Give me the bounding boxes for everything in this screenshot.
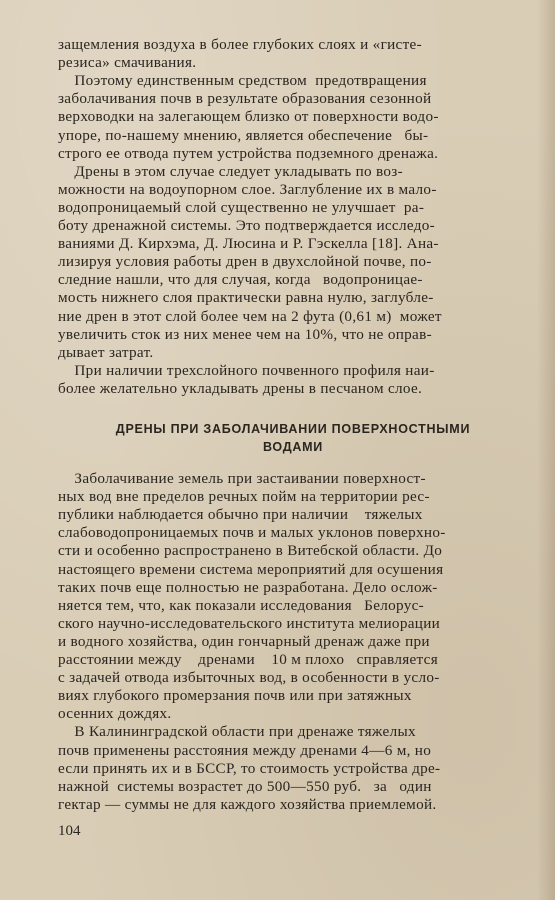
text-line: расстоянии между дренами 10 м плохо справляется <box>58 651 438 668</box>
text-line: В Калининградской области при дренаже тяжелых <box>58 723 416 741</box>
text-line: дывает затрат. <box>58 343 154 361</box>
text-line: таких почв еще полностью не разработана. Дело ослож- <box>58 578 438 596</box>
text-line: ние дрен в этот слой более чем на 2 фута (0,61 м) может <box>58 307 442 325</box>
text-line: водопроницаемый слой существенно не улучшает ра- <box>58 198 425 216</box>
heading-line: ДРЕНЫ ПРИ ЗАБОЛАЧИВАНИИ ПОВЕРХНОСТНЫМИ <box>115 422 471 436</box>
text-line: слабоводопроницаемых почв и малых уклонов поверхно- <box>58 524 446 542</box>
page-edge-shadow <box>537 0 555 900</box>
text-line: мость нижнего слоя практически равна нулю, заглубле- <box>58 289 434 307</box>
heading-line: ВОДАМИ <box>262 440 324 455</box>
text-line: лизируя условия работы дрен в двухслойной почве, по- <box>58 253 432 271</box>
text-line: гектар — суммы не для каждого хозяйства приемлемой. <box>58 795 437 813</box>
text-line: следние нашли, что для случая, когда водопроницае- <box>58 271 423 289</box>
text-line: упоре, по-нашему мнению, является обеспечение бы- <box>58 126 429 144</box>
text-line: ского научно-исследовательского института мелиорации <box>58 614 441 632</box>
text-line: публики наблюдается обычно при наличии тяжелых <box>58 506 423 524</box>
text-line: верховодки на залегающем близко от поверхности водо- <box>58 108 439 126</box>
text-line: При наличии трехслойного почвенного профиля наи- <box>58 361 435 379</box>
text-line: с задачей отвода избыточных вод, в особенности в усло- <box>58 669 440 687</box>
book-page <box>58 36 528 886</box>
text-line: виях глубокого промерзания почв или при затяжных <box>58 687 412 705</box>
text-line: няется тем, что, как показали исследования Белорус- <box>58 596 425 614</box>
text-line: Дрены в этом случае следует укладывать по воз- <box>58 162 403 180</box>
text-line: почв применены расстояния между дренами 4—6 м, но <box>58 741 432 759</box>
text-line: ных вод вне пределов речных пойм на территории рес- <box>58 488 430 506</box>
page-number: 104 <box>58 823 81 839</box>
text-line: нажной системы возрастет до 500—550 руб. за один <box>58 777 432 795</box>
text-line: Поэтому единственным средством предотвращения <box>58 72 427 90</box>
text-line: резиса» смачивания. <box>58 54 197 72</box>
text-line: осенних дождях. <box>58 705 172 723</box>
text-line: и водного хозяйства, один гончарный дренаж даже при <box>58 632 430 650</box>
text-line: увеличить сток из них менее чем на 10%, что не оправ- <box>58 325 432 343</box>
text-line: настоящего времени система мероприятий для осушения <box>58 560 444 578</box>
text-line: боту дренажной системы. Это подтверждается исследо- <box>58 217 435 234</box>
text-line: строго ее отвода путем устройства подземного дренажа. <box>58 144 439 162</box>
text-line: можности на водоупорном слое. Заглубление их в мало- <box>58 180 437 198</box>
text-line: сти и особенно распространено в Витебской области. До <box>58 542 443 560</box>
text-line: более желательно укладывать дрены в песчаном слое. <box>58 379 423 397</box>
text-line: защемления воздуха в более глубоких слоях и «гисте- <box>58 36 422 53</box>
text-line: ваниями Д. Кирхэма, Д. Люсина и Р. Гэскелла [18]. Ана- <box>58 235 439 253</box>
text-line: Заболачивание земель при застаивании поверхност- <box>58 470 426 487</box>
text-line: если принять их и в БССР, то стоимость устройства дре- <box>58 759 441 777</box>
text-line: заболачивания почв в результате образования сезонной <box>58 90 432 108</box>
